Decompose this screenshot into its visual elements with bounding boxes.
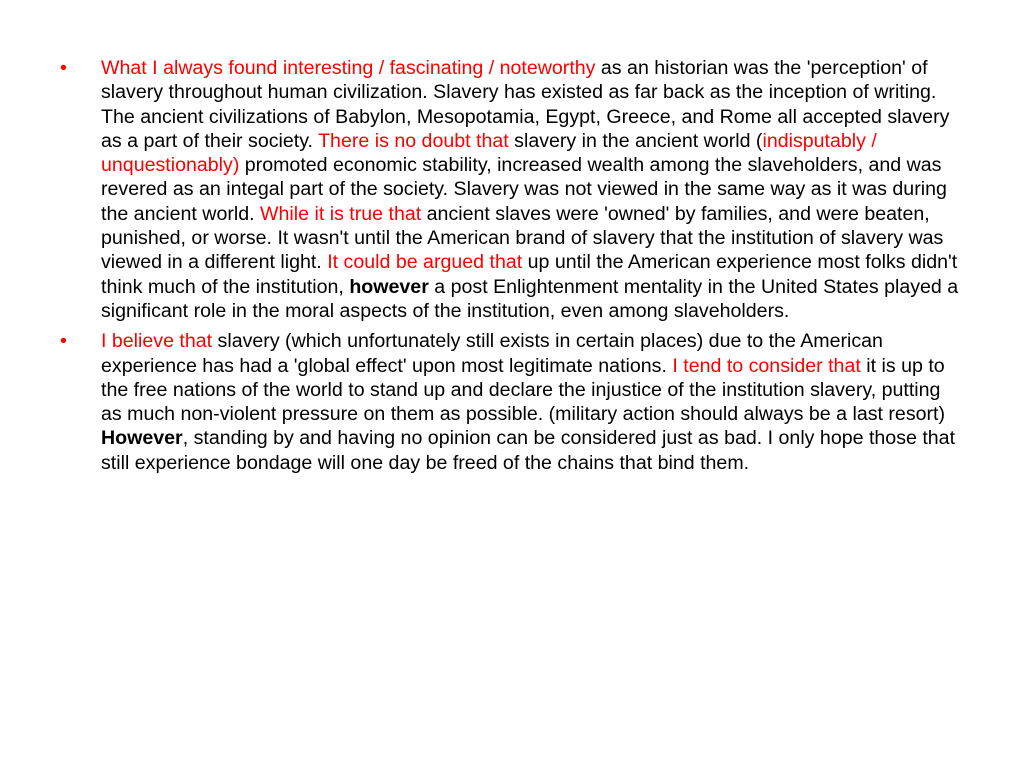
red-phrase: It could be argued that bbox=[327, 251, 523, 274]
red-phrase: What I always found interesting / fascinating / noteworthy bbox=[101, 57, 596, 79]
bullet-item-1 bbox=[60, 56, 966, 323]
body-text: slavery in the ancient world ( bbox=[508, 129, 763, 152]
red-phrase: indisputably / unquestionably) bbox=[101, 129, 877, 177]
body-text: it is up to the free nations of the world to stand up and declare the injustice of the institution slavery, putting as much non-violent pressure on them as possible. (military action should always be a last resort) bbox=[101, 354, 946, 426]
red-phrase: I tend to consider that bbox=[672, 354, 861, 377]
bold-word: however bbox=[349, 275, 429, 298]
body-text: ancient slaves were 'owned' by families, and were beaten, punished, or worse. It wasn't until the American brand of slavery that the institution of slavery was viewed in a different light. bbox=[101, 202, 944, 274]
bullet-dot-icon: • bbox=[60, 330, 67, 353]
bold-word: However bbox=[101, 427, 183, 450]
body-text: , standing by and having no opinion can be considered just as bad. I only hope those that still experience bondage will one day be freed of the chains that bind them. bbox=[101, 427, 956, 474]
bullet-text bbox=[101, 57, 958, 322]
bullet-list bbox=[60, 56, 966, 475]
bullet-item-2 bbox=[60, 329, 966, 475]
red-phrase: While it is true that bbox=[260, 202, 422, 225]
body-text: a post Enlightenment mentality in the United States played a significant role in the moral aspects of the institution, even among slaveholders. bbox=[101, 275, 959, 322]
body-text: up until the American experience most folks didn't think much of the institution, bbox=[101, 251, 958, 298]
body-text: as an historian was the 'perception' of slavery throughout human civilization. Slavery has existed as far back as the inception of writing. The ancient civilizations of Babylon, Mesopotamia, Egypt, Greece, and Rome all accepted slavery as a part of their society. bbox=[101, 57, 950, 152]
bullet-dot-icon: • bbox=[60, 57, 67, 79]
red-phrase: There is no doubt that bbox=[318, 129, 509, 152]
bullet-text bbox=[101, 330, 955, 473]
body-text: promoted economic stability, increased wealth among the slaveholders, and was revered as an integal part of the society. Slavery was not viewed in the same way as it was during the ancient world. bbox=[101, 154, 947, 225]
red-phrase: I believe that bbox=[101, 330, 213, 353]
body-text: slavery (which unfortunately still exists in certain places) due to the American experience has had a 'global effect' upon most legitimate nations. bbox=[101, 330, 883, 377]
